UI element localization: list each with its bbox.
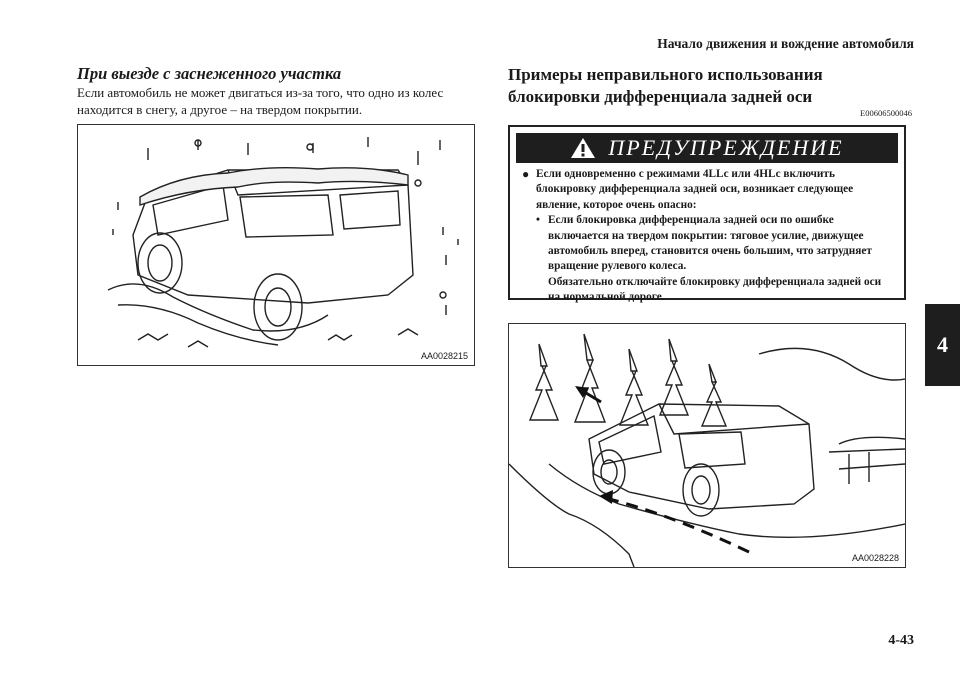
mountain-road-figure [508, 323, 906, 568]
left-body-text: Если автомобиль не может двигаться из-за того, что одно из колес находится в снегу, а другое – на твердом покрытии. [77, 85, 444, 117]
mountain-car-illustration [509, 324, 905, 567]
running-header: Начало движения и вождение автомобиля [657, 36, 914, 51]
section-tab[interactable]: 4 [925, 304, 960, 386]
warning-bullet [522, 167, 892, 213]
warning-sub-bullet-text: Если блокировка дифференциала задней оси по ошибке включается на твердом покрытии: тяговое усилие, движущее автомобиль вперед, становится очень большим, что затрудняет вращение рулевого колеса. [548, 214, 872, 273]
left-section-heading: При выезде с заснеженного участка [77, 64, 342, 83]
left-figure-code: AA0028215 [420, 351, 468, 361]
warning-note-text: Обязательно отключайте блокировку дифференциала задней оси на нормальной дороге. [548, 275, 882, 304]
warning-bullet-text: Если одновременно с режимами 4LLc или 4HLc включить блокировку дифференциала задней оси, возникает следующее явление, которое очень опасно: [536, 168, 854, 211]
bullet-dot-icon: ● [522, 167, 530, 181]
right-section-heading: Примеры неправильного использования блокировки дифференциала задней оси [508, 65, 823, 106]
warning-box [508, 125, 906, 304]
snow-stuck-figure [77, 124, 475, 366]
warning-header [516, 133, 898, 163]
warning-content [522, 167, 892, 306]
page-number: 4-43 [888, 633, 914, 648]
right-figure-code: AA0028228 [851, 553, 899, 563]
section-reference-code: E00606500046 [860, 108, 912, 118]
warning-triangle-icon [570, 137, 596, 159]
snow-car-illustration [78, 125, 474, 365]
warning-sub-bullet [536, 213, 892, 305]
sub-bullet-dot-icon: • [536, 214, 540, 227]
warning-title: ПРЕДУПРЕЖДЕНИЕ [608, 135, 844, 160]
